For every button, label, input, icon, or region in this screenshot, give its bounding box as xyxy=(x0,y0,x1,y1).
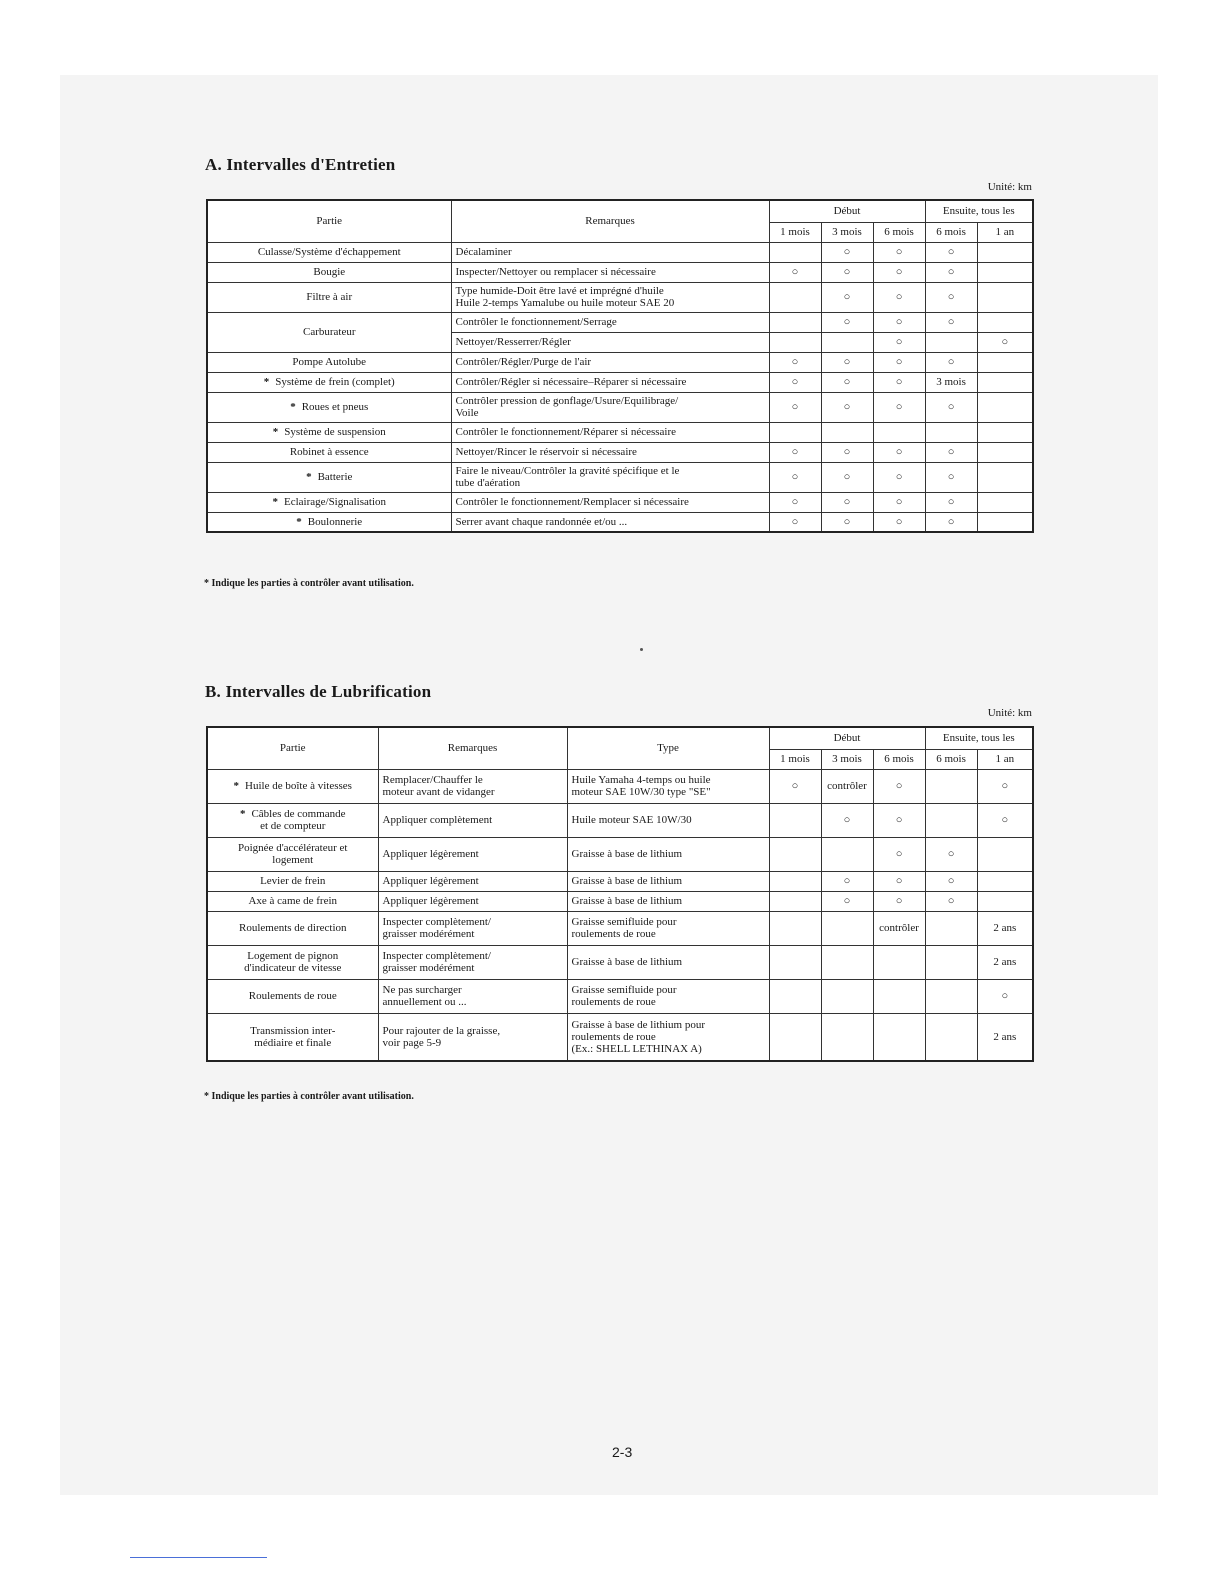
interval-cell: ○ xyxy=(873,372,925,392)
interval-cell: ○ xyxy=(873,262,925,282)
header-part: Partie xyxy=(207,200,451,242)
interval-cell xyxy=(873,979,925,1013)
remark-cell: Type humide-Doit être lavé et imprégné d'huile Huile 2-temps Yamalube ou huile moteur SAE 20 xyxy=(451,282,769,312)
section-a-unit-wrap xyxy=(206,181,1032,195)
interval-cell: ○ xyxy=(925,462,977,492)
interval-cell: ○ xyxy=(925,492,977,512)
interval-cell: ○ xyxy=(769,372,821,392)
table-row xyxy=(207,442,1033,462)
interval-cell xyxy=(769,1013,821,1061)
interval-cell: ○ xyxy=(873,803,925,837)
remark-cell: Inspecter complètement/ graisser modérément xyxy=(378,911,567,945)
interval-cell xyxy=(873,945,925,979)
interval-cell: 2 ans xyxy=(977,911,1033,945)
header-1-mois: 1 mois xyxy=(769,749,821,769)
interval-cell xyxy=(769,803,821,837)
part-cell xyxy=(207,891,378,911)
interval-cell: ○ xyxy=(925,871,977,891)
interval-cell: ○ xyxy=(821,871,873,891)
interval-cell xyxy=(821,422,873,442)
type-cell: Huile moteur SAE 10W/30 xyxy=(567,803,769,837)
interval-cell: ○ xyxy=(873,242,925,262)
interval-cell xyxy=(769,979,821,1013)
interval-cell xyxy=(977,492,1033,512)
remark-cell: Faire le niveau/Contrôler la gravité spécifique et le tube d'aération xyxy=(451,462,769,492)
section-b-unit-wrap xyxy=(206,707,1032,721)
section-a-footnote: * Indique les parties à contrôler avant utilisation. xyxy=(204,578,414,589)
interval-cell: ○ xyxy=(821,352,873,372)
interval-cell xyxy=(769,871,821,891)
interval-cell xyxy=(821,911,873,945)
section-a-unit: Unité: km xyxy=(987,181,1032,193)
table-row xyxy=(207,492,1033,512)
maintenance-table xyxy=(206,199,1034,533)
part-cell xyxy=(207,769,378,803)
interval-cell xyxy=(977,372,1033,392)
interval-cell xyxy=(977,352,1033,372)
interval-cell: ○ xyxy=(873,769,925,803)
header-ensuite: Ensuite, tous les xyxy=(925,200,1033,222)
interval-cell: ○ xyxy=(873,837,925,871)
remark-cell: Contrôler le fonctionnement/Remplacer si nécessaire xyxy=(451,492,769,512)
header-1-an: 1 an xyxy=(977,222,1033,242)
remark-cell: Remplacer/Chauffer le moteur avant de vidanger xyxy=(378,769,567,803)
part-cell xyxy=(207,242,451,262)
interval-cell xyxy=(821,945,873,979)
type-cell: Graisse à base de lithium xyxy=(567,837,769,871)
header-ensuite: Ensuite, tous les xyxy=(925,727,1033,749)
interval-cell: ○ xyxy=(821,282,873,312)
header-type: Type xyxy=(567,727,769,769)
link-underline xyxy=(130,1557,267,1558)
part-label: Filtre à air xyxy=(306,291,353,303)
interval-cell: ○ xyxy=(873,442,925,462)
table-row xyxy=(207,462,1033,492)
section-b-title: B. Intervalles de Lubrification xyxy=(205,682,432,701)
table-row xyxy=(207,979,1033,1013)
header-6-mois: 6 mois xyxy=(873,749,925,769)
part-label: Axe à came de frein xyxy=(248,895,338,907)
table-row xyxy=(207,392,1033,422)
interval-cell: ○ xyxy=(769,769,821,803)
part-label: Bougie xyxy=(313,266,346,278)
interval-cell xyxy=(821,1013,873,1061)
interval-cell xyxy=(821,332,873,352)
interval-cell xyxy=(977,422,1033,442)
part-cell xyxy=(207,262,451,282)
interval-cell: ○ xyxy=(821,242,873,262)
interval-cell: ○ xyxy=(873,871,925,891)
remark-cell: Décalaminer xyxy=(451,242,769,262)
interval-cell xyxy=(769,282,821,312)
pre-check-star: * xyxy=(233,780,240,792)
pre-check-star: * xyxy=(263,376,270,388)
interval-cell: ○ xyxy=(925,837,977,871)
interval-cell: ○ xyxy=(821,512,873,532)
interval-cell xyxy=(873,1013,925,1061)
interval-cell: ○ xyxy=(769,392,821,422)
interval-cell: ○ xyxy=(821,891,873,911)
header-6-mois: 6 mois xyxy=(873,222,925,242)
interval-cell: ○ xyxy=(873,312,925,332)
interval-cell xyxy=(925,422,977,442)
table-row xyxy=(207,911,1033,945)
interval-cell xyxy=(925,945,977,979)
table-row xyxy=(207,352,1033,372)
pre-check-star: * xyxy=(272,426,279,438)
section-a-title: A. Intervalles d'Entretien xyxy=(205,155,396,174)
interval-cell: ○ xyxy=(925,242,977,262)
interval-cell: ○ xyxy=(873,282,925,312)
remark-cell: Ne pas surcharger annuellement ou ... xyxy=(378,979,567,1013)
interval-cell: ○ xyxy=(821,492,873,512)
table-row xyxy=(207,891,1033,911)
remark-cell: Appliquer légèrement xyxy=(378,837,567,871)
remark-cell: Inspecter/Nettoyer ou remplacer si nécessaire xyxy=(451,262,769,282)
interval-cell xyxy=(769,242,821,262)
interval-cell xyxy=(873,422,925,442)
interval-cell xyxy=(769,911,821,945)
part-cell xyxy=(207,837,378,871)
section-b-footnote: * Indique les parties à contrôler avant utilisation. xyxy=(204,1091,414,1102)
interval-cell xyxy=(925,803,977,837)
part-label: Levier de frein xyxy=(260,875,326,887)
header-remarks: Remarques xyxy=(378,727,567,769)
remark-cell: Contrôler/Régler si nécessaire–Réparer si nécessaire xyxy=(451,372,769,392)
interval-cell: ○ xyxy=(977,803,1033,837)
type-cell: Graisse à base de lithium xyxy=(567,871,769,891)
interval-cell: ○ xyxy=(925,262,977,282)
interval-cell xyxy=(821,837,873,871)
part-cell xyxy=(207,945,378,979)
table-row xyxy=(207,422,1033,442)
part-label: Batterie xyxy=(317,471,353,483)
header-1-mois: 1 mois xyxy=(769,222,821,242)
part-cell xyxy=(207,512,451,532)
remark-cell: Appliquer légèrement xyxy=(378,891,567,911)
type-cell: Graisse semifluide pour roulements de roue xyxy=(567,911,769,945)
interval-cell: ○ xyxy=(873,492,925,512)
interval-cell xyxy=(925,332,977,352)
table-row xyxy=(207,262,1033,282)
interval-cell xyxy=(925,979,977,1013)
interval-cell: 2 ans xyxy=(977,1013,1033,1061)
interval-cell: ○ xyxy=(925,352,977,372)
interval-cell: ○ xyxy=(821,262,873,282)
interval-cell xyxy=(977,837,1033,871)
part-label: Câbles de commande et de compteur xyxy=(251,808,346,832)
part-cell xyxy=(207,911,378,945)
pre-check-star: * xyxy=(296,515,302,528)
interval-cell: ○ xyxy=(873,332,925,352)
part-cell xyxy=(207,392,451,422)
interval-cell xyxy=(977,871,1033,891)
interval-cell xyxy=(977,442,1033,462)
interval-cell: ○ xyxy=(977,769,1033,803)
interval-cell: 3 mois xyxy=(925,372,977,392)
interval-cell xyxy=(977,312,1033,332)
interval-cell: ○ xyxy=(925,282,977,312)
part-label: Roulements de direction xyxy=(238,922,347,934)
interval-cell: ○ xyxy=(925,442,977,462)
part-cell xyxy=(207,312,451,352)
table-row xyxy=(207,837,1033,871)
table-row xyxy=(207,945,1033,979)
table-row xyxy=(207,312,1033,332)
interval-cell xyxy=(977,282,1033,312)
part-label: Roulements de roue xyxy=(248,990,337,1002)
remark-cell: Inspecter complètement/ graisser modérément xyxy=(378,945,567,979)
interval-cell xyxy=(769,891,821,911)
interval-cell xyxy=(977,512,1033,532)
type-cell: Graisse à base de lithium xyxy=(567,945,769,979)
part-cell xyxy=(207,422,451,442)
page-number: 2-3 xyxy=(612,1444,633,1460)
part-label: Logement de pignon d'indicateur de vitesse xyxy=(244,950,342,974)
header-3-mois: 3 mois xyxy=(821,222,873,242)
interval-cell: ○ xyxy=(769,262,821,282)
part-cell xyxy=(207,979,378,1013)
table-row xyxy=(207,372,1033,392)
interval-cell xyxy=(977,262,1033,282)
pre-check-star: * xyxy=(272,496,278,508)
interval-cell xyxy=(769,422,821,442)
part-label: Système de suspension xyxy=(284,426,386,438)
part-label: Boulonnerie xyxy=(307,515,363,528)
header-remarks: Remarques xyxy=(451,200,769,242)
remark-cell: Contrôler le fonctionnement/Réparer si nécessaire xyxy=(451,422,769,442)
interval-cell xyxy=(977,462,1033,492)
interval-cell: ○ xyxy=(821,392,873,422)
interval-cell xyxy=(977,891,1033,911)
header-1-an: 1 an xyxy=(977,749,1033,769)
interval-cell: ○ xyxy=(925,512,977,532)
part-cell xyxy=(207,282,451,312)
part-label: Eclairage/Signalisation xyxy=(283,496,387,508)
interval-cell: ○ xyxy=(925,392,977,422)
header-debut: Début xyxy=(769,200,925,222)
remark-cell: Pour rajouter de la graisse, voir page 5-9 xyxy=(378,1013,567,1061)
interval-cell: ○ xyxy=(873,392,925,422)
interval-cell: ○ xyxy=(873,891,925,911)
remark-cell: Contrôler le fonctionnement/Serrage xyxy=(451,312,769,332)
part-label: Pompe Autolube xyxy=(292,356,367,368)
interval-cell: ○ xyxy=(769,352,821,372)
interval-cell: ○ xyxy=(977,979,1033,1013)
interval-cell xyxy=(977,242,1033,262)
interval-cell: 2 ans xyxy=(977,945,1033,979)
pre-check-star: * xyxy=(239,808,246,820)
table-row xyxy=(207,282,1033,312)
interval-cell xyxy=(769,837,821,871)
header-part: Partie xyxy=(207,727,378,769)
interval-cell: ○ xyxy=(769,442,821,462)
remark-cell: Appliquer légèrement xyxy=(378,871,567,891)
section-b-unit: Unité: km xyxy=(987,707,1032,719)
interval-cell xyxy=(925,769,977,803)
interval-cell: ○ xyxy=(821,442,873,462)
part-cell xyxy=(207,803,378,837)
table-row xyxy=(207,803,1033,837)
interval-cell: ○ xyxy=(821,462,873,492)
remark-cell: Contrôler/Régler/Purge de l'air xyxy=(451,352,769,372)
interval-cell: ○ xyxy=(873,462,925,492)
part-label: Robinet à essence xyxy=(289,446,369,458)
header-debut: Début xyxy=(769,727,925,749)
type-cell: Graisse à base de lithium pour roulements de roue (Ex.: SHELL LETHINAX A) xyxy=(567,1013,769,1061)
interval-cell xyxy=(769,332,821,352)
interval-cell xyxy=(769,945,821,979)
part-cell xyxy=(207,1013,378,1061)
part-cell xyxy=(207,492,451,512)
interval-cell: ○ xyxy=(977,332,1033,352)
interval-cell: ○ xyxy=(769,492,821,512)
remark-cell: Nettoyer/Resserrer/Régler xyxy=(451,332,769,352)
interval-cell: ○ xyxy=(769,512,821,532)
part-cell xyxy=(207,352,451,372)
interval-cell: ○ xyxy=(821,312,873,332)
interval-cell: ○ xyxy=(769,462,821,492)
part-cell xyxy=(207,462,451,492)
part-label: Culasse/Système d'échappement xyxy=(257,246,401,258)
interval-cell: ○ xyxy=(821,803,873,837)
table-row xyxy=(207,242,1033,262)
table-row xyxy=(207,871,1033,891)
interval-cell: ○ xyxy=(925,312,977,332)
interval-cell: contrôler xyxy=(873,911,925,945)
remark-cell: Appliquer complètement xyxy=(378,803,567,837)
interval-cell xyxy=(925,911,977,945)
interval-cell xyxy=(821,979,873,1013)
interval-cell xyxy=(977,392,1033,422)
table-row xyxy=(207,512,1033,532)
pre-check-star: * xyxy=(290,401,296,413)
interval-cell: contrôler xyxy=(821,769,873,803)
part-label: Système de frein (complet) xyxy=(275,376,395,388)
interval-cell: ○ xyxy=(873,352,925,372)
part-label: Carburateur xyxy=(302,326,356,338)
part-cell xyxy=(207,372,451,392)
remark-cell: Nettoyer/Rincer le réservoir si nécessaire xyxy=(451,442,769,462)
part-cell xyxy=(207,871,378,891)
header-ensuite-6-mois: 6 mois xyxy=(925,222,977,242)
pre-check-star: * xyxy=(306,471,312,483)
table-row xyxy=(207,1013,1033,1061)
lubrication-table xyxy=(206,726,1034,1062)
remark-cell: Serrer avant chaque randonnée et/ou ... xyxy=(451,512,769,532)
type-cell: Graisse à base de lithium xyxy=(567,891,769,911)
table-row xyxy=(207,769,1033,803)
part-cell xyxy=(207,442,451,462)
scan-speck xyxy=(640,648,643,651)
part-label: Poignée d'accélérateur et logement xyxy=(238,842,348,866)
header-3-mois: 3 mois xyxy=(821,749,873,769)
type-cell: Huile Yamaha 4-temps ou huile moteur SAE 10W/30 type "SE" xyxy=(567,769,769,803)
interval-cell xyxy=(769,312,821,332)
interval-cell: ○ xyxy=(821,372,873,392)
remark-cell: Contrôler pression de gonflage/Usure/Equilibrage/ Voile xyxy=(451,392,769,422)
interval-cell xyxy=(925,1013,977,1061)
part-label: Huile de boîte à vitesses xyxy=(245,780,352,792)
part-label: Transmission inter- médiaire et finale xyxy=(250,1024,336,1049)
interval-cell: ○ xyxy=(925,891,977,911)
header-ensuite-6-mois: 6 mois xyxy=(925,749,977,769)
interval-cell: ○ xyxy=(873,512,925,532)
type-cell: Graisse semifluide pour roulements de roue xyxy=(567,979,769,1013)
part-label: Roues et pneus xyxy=(301,401,369,413)
